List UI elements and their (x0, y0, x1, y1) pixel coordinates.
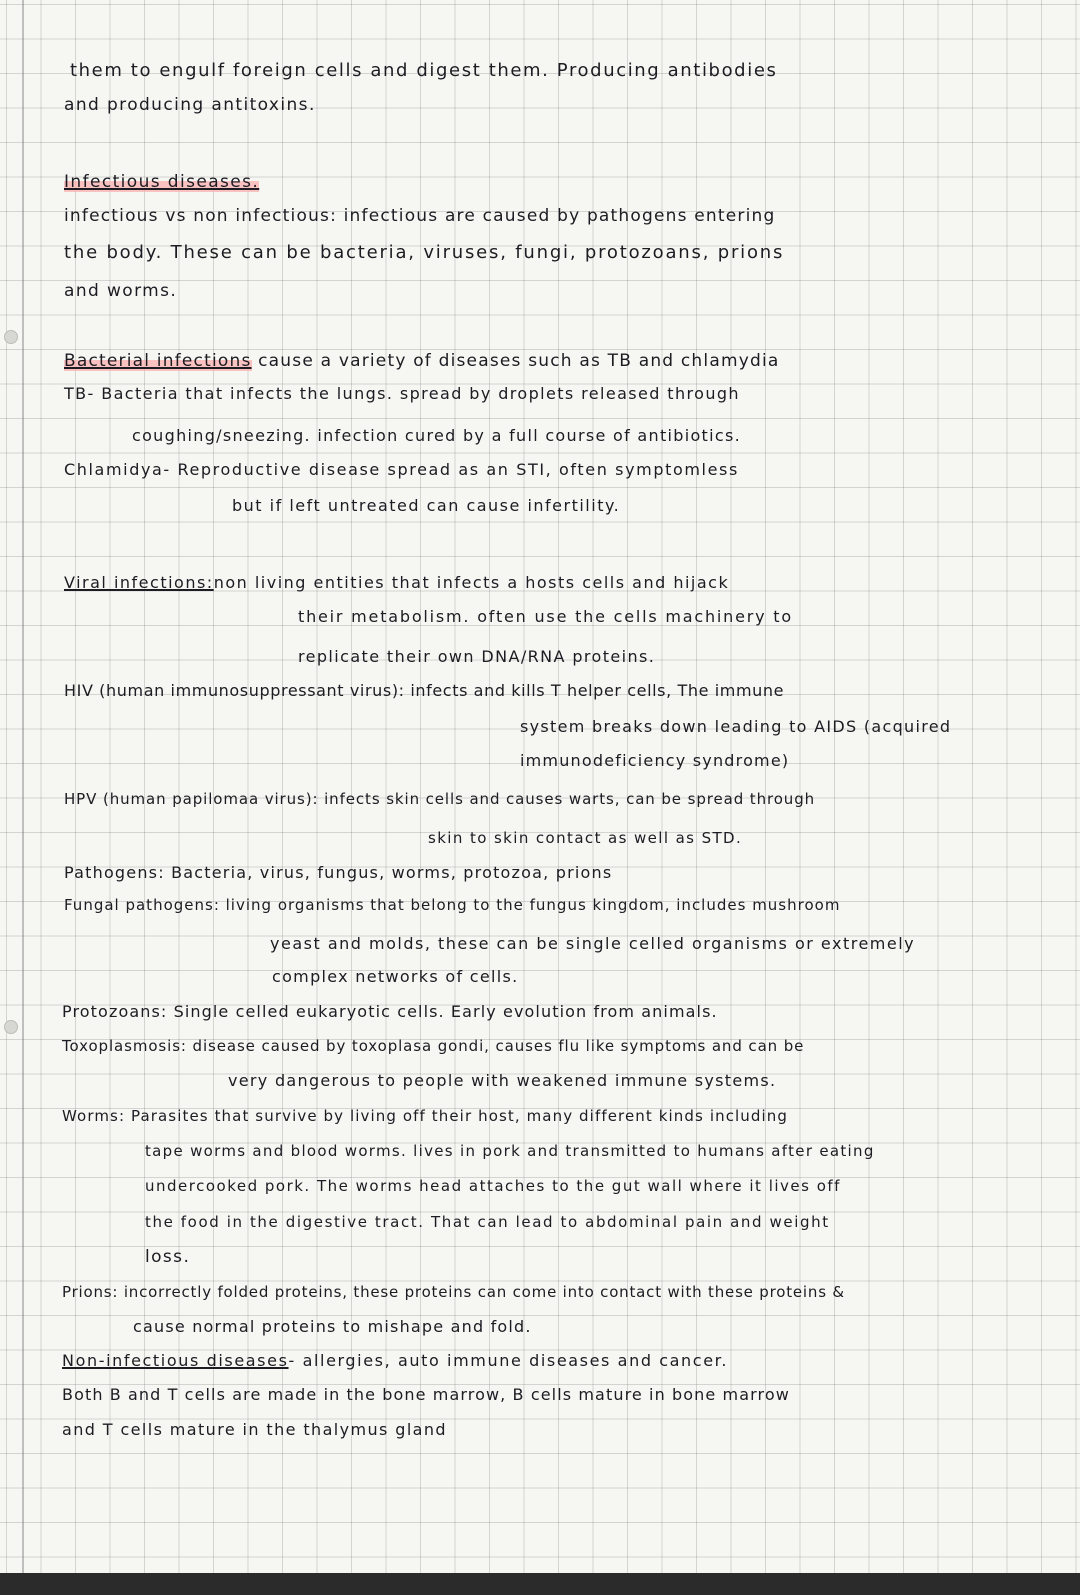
toxoplasmosis-line-1: Toxoplasmosis: disease caused by toxoplasa gondi, causes flu like symptoms and can be (62, 1037, 805, 1055)
infectious-heading-text: Infectious diseases. (64, 172, 260, 192)
noninfectious-heading-rest: - allergies, auto immune diseases and cancer. (288, 1351, 729, 1370)
viral-heading: Viral infections: (64, 573, 214, 592)
hiv-line-1: HIV (human immunosuppressant virus): infects and kills T helper cells, The immune (64, 681, 785, 700)
protozoans-line: Protozoans: Single celled eukaryotic cells. Early evolution from animals. (62, 1002, 718, 1021)
fungal-line-2: yeast and molds, these can be single celled organisms or extremely (270, 934, 916, 953)
infectious-line-3: and worms. (64, 281, 178, 301)
prions-line-2: cause normal proteins to mishape and fold. (133, 1317, 532, 1336)
worms-line-4: the food in the digestive tract. That can lead to abdominal pain and weight (145, 1213, 830, 1231)
hpv-line-2: skin to skin contact as well as STD. (428, 829, 743, 847)
hiv-line-3: immunodeficiency syndrome) (520, 751, 790, 770)
tb-line-2: coughing/sneezing. infection cured by a full course of antibiotics. (132, 426, 741, 445)
intro-line-1: them to engulf foreign cells and digest them. Producing antibodies (70, 60, 778, 81)
infectious-heading (64, 171, 259, 193)
page-bottom-edge (0, 1573, 1080, 1595)
worms-line-2: tape worms and blood worms. lives in pork and transmitted to humans after eating (145, 1142, 875, 1160)
bacterial-heading: Bacterial infections (64, 351, 252, 371)
worms-line-3: undercooked pork. The worms head attaches to the gut wall where it lives off (145, 1177, 841, 1195)
cells-line-1: Both B and T cells are made in the bone marrow, B cells mature in bone marrow (62, 1385, 790, 1404)
viral-line-1-rest: non living entities that infects a hosts cells and hijack (213, 573, 730, 592)
hiv-line-2: system breaks down leading to AIDS (acquired (520, 717, 952, 736)
tb-line-1: TB- Bacteria that infects the lungs. spread by droplets released through (64, 384, 740, 403)
bacterial-heading-line (64, 350, 780, 372)
margin-line (22, 0, 24, 1595)
noninfectious-line (62, 1350, 728, 1372)
cells-line-2: and T cells mature in the thalymus gland (62, 1420, 447, 1439)
chlamydia-line-1: Chlamidya- Reproductive disease spread as an STI, often symptomless (64, 460, 739, 479)
viral-line-3: replicate their own DNA/RNA proteins. (298, 647, 656, 666)
toxoplasmosis-line-2: very dangerous to people with weakened immune systems. (228, 1071, 777, 1090)
noninfectious-heading: Non-infectious diseases (62, 1351, 289, 1370)
chlamydia-line-2: but if left untreated can cause infertility. (232, 496, 621, 515)
worms-line-1: Worms: Parasites that survive by living off their host, many different kinds including (62, 1107, 789, 1125)
prions-line-1: Prions: incorrectly folded proteins, these proteins can come into contact with these proteins & (62, 1283, 845, 1301)
pathogens-line: Pathogens: Bacteria, virus, fungus, worms, protozoa, prions (64, 863, 613, 882)
viral-line-2: their metabolism. often use the cells machinery to (298, 607, 793, 626)
infectious-line-2: the body. These can be bacteria, viruses, fungi, protozoans, prions (64, 242, 785, 263)
binder-hole (4, 1020, 18, 1034)
intro-line-2: and producing antitoxins. (64, 95, 316, 115)
fungal-line-1: Fungal pathogens: living organisms that belong to the fungus kingdom, includes mushroom (64, 896, 841, 914)
hpv-line-1: HPV (human papilomaa virus): infects skin cells and causes warts, can be spread through (64, 790, 816, 808)
binder-hole (4, 330, 18, 344)
bacterial-heading-rest: cause a variety of diseases such as TB and chlamydia (258, 351, 780, 371)
worms-line-5: loss. (145, 1247, 191, 1267)
viral-line-1 (64, 572, 729, 594)
infectious-line-1: infectious vs non infectious: infectious are caused by pathogens entering (64, 206, 776, 226)
fungal-line-3: complex networks of cells. (272, 967, 519, 986)
